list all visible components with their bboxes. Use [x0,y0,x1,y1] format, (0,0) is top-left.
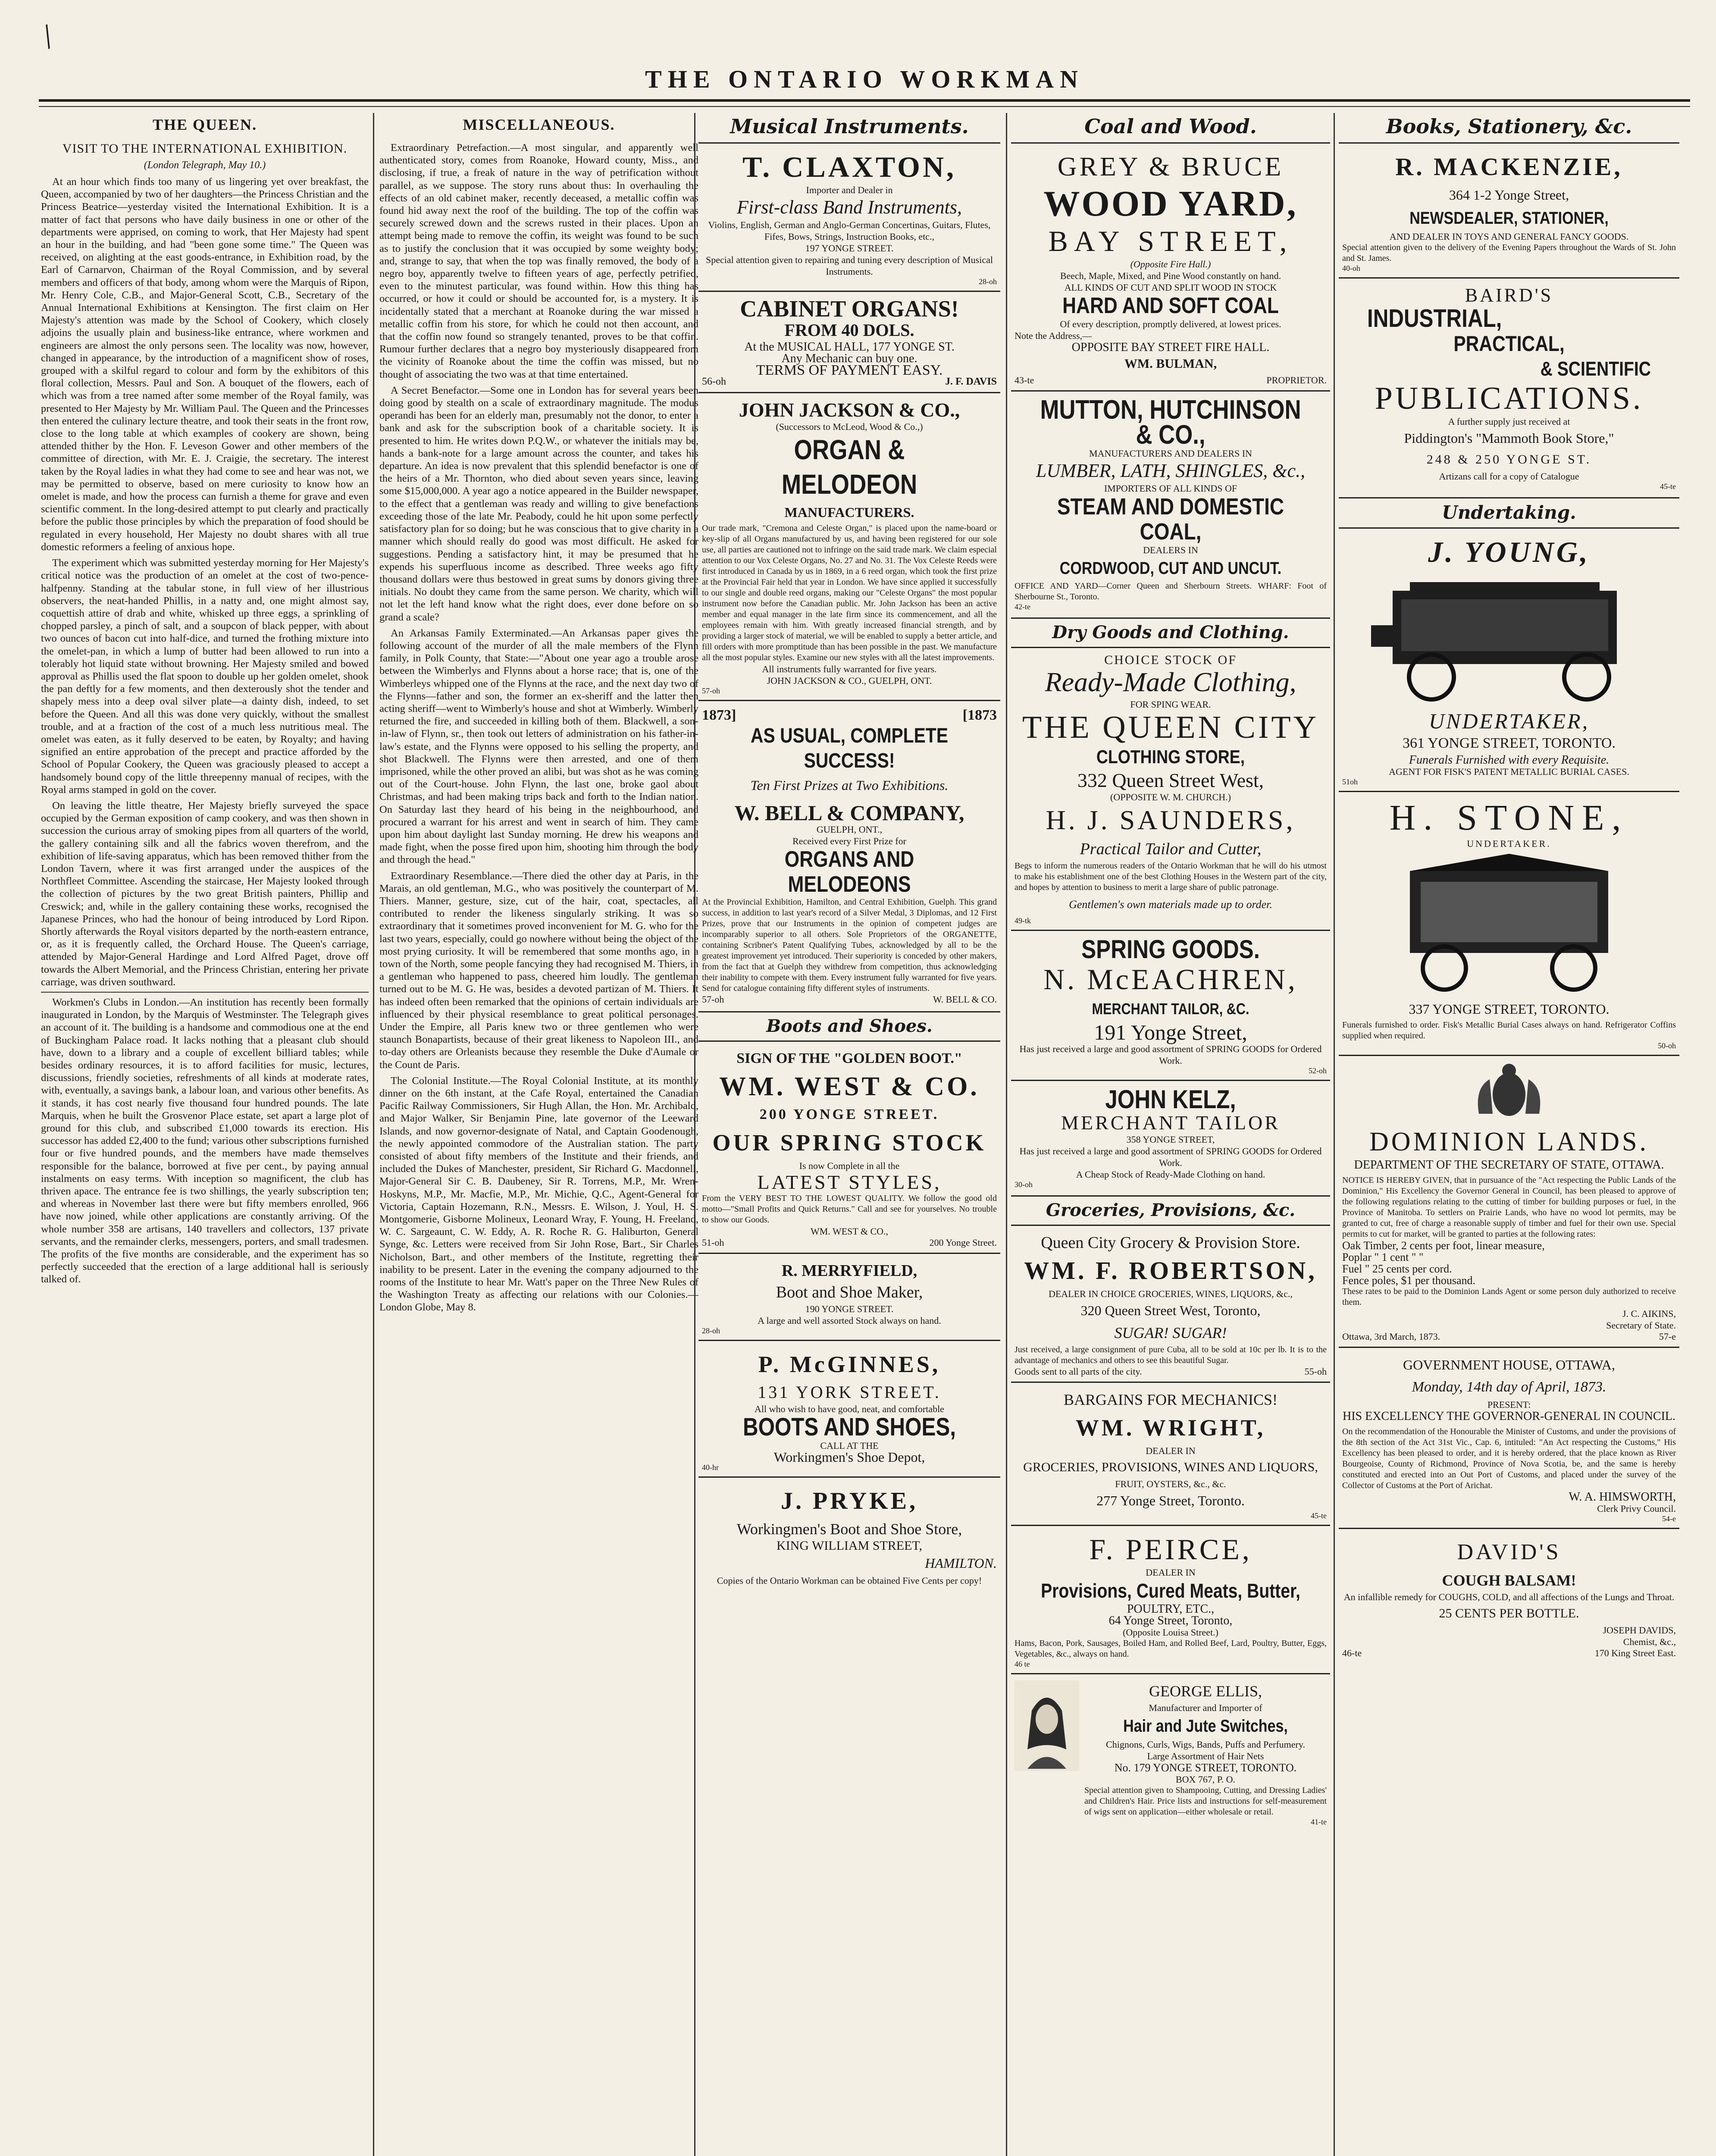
ad-headline: HARD AND SOFT COAL [1062,293,1279,318]
ad-line: A Cheap Stock of Ready-Made Clothing on hand. [1076,1169,1265,1180]
ad-line: Ottawa, 3rd March, 1873. [1342,1331,1440,1342]
column-divider [373,113,374,2156]
masthead-title: THE ONTARIO WORKMAN [645,65,1084,93]
article-paragraph: Extraordinary Petrefaction.—A most singular, and apparently well authenticated story, comes from Roanoke, Howard county, Miss., and disclosing, if true, a freak of nature in the way of petrification without parallel, as we suppose. The story runs about thus: In overhauling the effects of an old cabinet maker, recently deceased, a metallic coffin was found hid away next the roof of the building. The top of the coffin was securely screwed down and the screws rusted in their places. Upon an attempt being made to remove the coffin, its weight was found to be such as to justify the conclusion that it was occupied by some weighty body; and, strange to say, that when the top was finally removed, the body of a negro boy, apparently twelve to fifteen years of age, perfectly petrified, even to the minutest particular, was found within. How this thing has occurred, or how it could or should be accounted for, is a mystery. It is incidentally stated that a merchant at Roanoke during the war missed a metallic coffin from his store, for which he could not then account, and that the coffin now found so strangely tenanted, proves to be that coffin. Rumour further declares that a negro boy mysteriously disappeared from the vicinity of Roanoke about the time the coffin was missed, but no thought of associating the two was at that time entertained. [379,142,698,380]
ad-line: Large Assortment of Hair Nets [1147,1751,1264,1761]
ad-name: WM. F. ROBERTSON, [1024,1257,1317,1285]
ad-queen-city-clothing [1011,647,1330,930]
ad-h-stone [1339,791,1679,1055]
ad-line: MANUFACTURERS AND DEALERS IN [1089,448,1252,459]
ad-body: Special attention given to Shampooing, Cutting, and Dressing Ladies' and Children's Hair. Price lists and instructions for self-measurement of wigs sent on application—either wholesale or retail. [1084,1786,1327,1817]
ad-line: 248 & 250 YONGE ST. [1426,452,1592,467]
ad-line: Received every First Prize for [792,836,906,846]
carriage-illustration [1342,854,1676,992]
article-paragraph: Extraordinary Resemblance.—There died the other day at Paris, in the Marais, an old gentleman, M.G., who was positively the counterpart of M. Thiers. Manner, gesture, size, cut of the hair, coat, spectacles, all contributed to render the likeness singularly striking. It was so extraordinary that it sometimes proved inconvenient for M. G. who for the last two years, especially, could go nowhere without being the object of the most prying curiosity. It will be remembered that some months ago, in a town of the North, some people fancying they had recognised M. Thiers, in a gentleman who happened to pass, cheered him loudly. The gentleman turned out to be M. G. He was, besides a devoted partizan of M. Thiers. It has indeed often been remarked that the opinions of certain individuals are influenced by their physical resemblance to great political personages. Under the Empire, all Paris knew two or three gentlemen who were staunch Bonapartists, because of their great likeness to Napoleon III., and to-day others are Orleanists because they resemble the Duke d'Aumale or the Count de Paris. [379,870,698,1071]
ad-name: GREY & BRUCE [1057,152,1284,182]
ad-headline: STEAM AND DOMESTIC COAL, [1057,494,1284,545]
ad-line: AGENT FOR FISK'S PATENT METALLIC BURIAL CASES. [1389,766,1629,777]
ad-name: R. MACKENZIE, [1395,153,1623,181]
ad-line: A further supply just received at [1448,416,1570,427]
ad-code: 28-oh [702,1326,720,1335]
ad-line: DEALER IN [1146,1567,1196,1578]
ad-signature: WM. BULMAN, [1124,357,1217,371]
ad-george-ellis [1011,1673,1330,1831]
ad-line: Copies of the Ontario Workman can be obtained Five Cents per copy! [717,1575,982,1586]
ad-line: Note the Address,— [1015,330,1092,341]
ad-body: OFFICE AND YARD—Corner Queen and Sherbourn Streets. WHARF: Foot of Sherbourne St., Toronto. [1015,581,1327,602]
ad-line: Goods sent to all parts of the city. [1015,1366,1142,1377]
ad-line: SIGN OF THE "GOLDEN BOOT." [736,1050,962,1066]
article-paragraph: Workmen's Clubs in London.—An institution has recently been formally inaugurated in London, by the Marquis of Westminster. The Telegraph gives an account of it. The building is a handsome and commodious one at the end of Buckingham Palace road. It lacks nothing that a pleasant club should have, down to a library and a couple of excellent billiard tables; while besides ordinary resources, it is to afford facilities for music, lectures, discussions, friendly societies, refreshments of all kinds at moderate rates, with, eventually, a savings bank, a labour loan, and various other benefits. As it stands, it has cost nearly five thousand four hundred pounds. The late Marquis, when he built the Grosvenor Place estate, set apart a large plot of ground for this club, and subscribed £1,000 towards its erection. His successor has added £2,400 to the fund; various other subscriptions furnished four or five hundred pounds, and the members have made themselves responsible for the balance, borrowed at five per cent., by paying annual instalments on easy terms. With inception so magnificent, the club has thriven apace. The entrance fee is two shillings, the yearly subscription ten; and whereas in November last there were but fifty members enrolled, 966 have now joined, while other applications are constantly arriving. Of the whole number 358 are artisans, 140 travellers and collectors, 137 private servants, and the remainder clerks, messengers, porters, and small tradesmen. The profits of the five months are considerable, and the experiment has so perfectly succeeded that the erection of a large additional hall is seriously talked of. [41,997,369,1285]
ad-code: 57-oh [702,994,724,1005]
ad-line: Chignons, Curls, Wigs, Bands, Puffs and Perfumery. [1106,1739,1305,1750]
ad-wm-west [698,1040,1000,1253]
ad-cabinet-organs [698,291,1000,392]
section-heading: Musical Instruments. [730,115,969,138]
ad-line: MERCHANT TAILOR, &C. [1092,1000,1249,1018]
ad-line: Monday, 14th day of April, 1873. [1412,1379,1606,1395]
article-paragraph: The Colonial Institute.—The Royal Colonial Institute, at its monthly dinner on the 6th instant, at the Cafe Royal, entertained the Canadian Pacific Railway Commissioners, Sir Hugh Allan, the Hon. Mr. Archibald, and Major Walker, Sir Benjamin Pine, late governor of the Leeward Islands, and now governor-designate of Natal, and Captain Goodenough, the newly appointed commodore of the Australian station. The party consisted of about fifty members of the Institute and their friends, and included the Dukes of Manchester, president, Sir Richard G. Macdonnell, Major-General Sir C. B. Daubeney, Sir R. Torrens, M.P., Mr. Wren-Hoskyns, M.P., Mr. Macfie, M.P., Mr. Michie, Q.C., Agent-General for Victoria, Captain Hozemann, R.N., Messrs. E. Wilson, J. Youl, H. S. Montgomerie, Gisborne Molineux, Leonard Wray, F. Young, H. Freeland, W. C. Sargeaunt, C. W. Eddy, A. R. Roche R. G. Haliburton, General Synge, &c. Letters were received from Sir John Rose, Bart., Sir Charles Nicholson, Bart., and other members of the Institute, regretting their inability to be present. Later in the evening the company adjourned to the rooms of the Institute to hear Mr. Watt's paper on the Three New Rules of the Washington Treaty as affecting our relations with our Colonies.—London Globe, May 8. [379,1075,698,1313]
ad-line: Artizans call for a copy of Catalogue [1439,471,1579,482]
ad-name: H. STONE, [1389,798,1629,838]
ad-line: PRESENT: [1487,1399,1531,1410]
ad-line: DEALER IN [1146,1445,1196,1456]
ad-year: 1873] [702,707,736,723]
ad-headline: DOMINION LANDS. [1369,1127,1649,1156]
article-paragraph: On leaving the little theatre, Her Majesty briefly surveyed the space occupied by the German exposition of camp cookery, and was then shown in succession the curious array of smoking pipes from all quarters of the world, the gallery containing silk and all the fabrics woven therefrom, and the exhibition of life-saving apparatus, which has been removed thither from the London Tavern, where it was first arranged under the auspices of the Northfleet Committee. Ascending the staircase, Her Majesty looked through the collection of pictures by the two great British painters, Phillip and Creswick; and, while in the gallery containing these works, recognised the Japanese Princes, who had the honour of being introduced by Lord Ripon. Shortly afterwards the Royal visitors departed by the north-eastern entrance, or, as it is frequently called, the Orchard House. The Queen's carriage, attended by Major-General Hardinge and Lord Alfred Paget, drove off towards the Albert Memorial, and the Princess Christian, entering her private carriage, was driven southward. [41,799,369,988]
ad-code: 56-oh [702,376,726,387]
ad-grey-bruce [1011,142,1330,390]
ad-name: JOHN JACKSON & CO., [739,399,960,421]
ad-code: 49-tk [1015,916,1031,925]
ad-line: Of every description, promptly delivered, at lowest prices. [1060,319,1281,329]
notice-government-house [1339,1347,1679,1528]
ad-code: 40-hr [702,1463,719,1472]
ad-headline: AS USUAL, COMPLETE SUCCESS! [751,724,948,772]
ad-line: 197 YONGE STREET. [805,243,894,254]
article-paragraph: A Secret Benefactor.—Some one in London has for several years been doing good by stealth on a scale of extraordinary magnitude. The modus operandi has been for an elderly man, presumably not the donor, to enter a bank and ask for the subscription book of a charitable society. It is presented to him. He writes down P.Q.W., or whatever the initials may be, hands a bank-note for a large amount across the counter, and takes his departure. An idea is now prevalent that this splendid benefactor is one of the heirs of a Mr. Thornton, who died about seven years since, leaving some $15,000,000. A year ago a notice appeared in the Builder newspaper, to the effect that a gentleman was ready and willing to give benefactions exceeding those of the late Mr. Peabody, could he hit upon some perfectly satisfactory plan for so doing; but he was conscious that to give charity in a manner which should really do good was most difficult. He asked for suggestions. Pending a satisfactory hint, it may be presumed that he expends his superfluous income as described. Three weeks ago fifty thousand dollars were thus bestowed in great sums by donors giving three initials. No doubt they came from the same person. We charity, which will not let the left hand know what the right does, ever done before on so grand a scale? [379,384,698,623]
ad-robertson [1011,1225,1330,1382]
ad-code: 51oh [1342,777,1358,786]
article-paragraph: An Arkansas Family Exterminated.—An Arkansas paper gives the following account of the murder of all the male members of the Flynn family, in Polk County, that State:—"About one year ago a trouble arose between the Wimberlys and Flynns about a horse race; that is, one of the Wimberleys whipped one of the Flynns at the race, and the next day two of the Flynns—father and son, the former an ex-sheriff and the latter then acting sheriff—went to Wimberly's house and shot at Wimberly. Wimberly returned the fire, and succeeded in killing both of them. Blackwell, a son-in-law of Flynn, sr., then took out letters of administration on his father-in-law's estate, and the Flynns were opposed to his selling the property, and shot Blackwell. The Flynns were then arrested, and one of them imprisoned, while the other proved an alibi, but was shot as he was coming out of the Court-house. John Flynn, the last one, broke gaol about Christmas, and had been making trips back and forth to the Indian nation. On Saturday last they heard of his being in the neighbourhood, and procured a warrant for his arrest and went in search of him. They came upon him about daylight last Sunday morning. He drew his weapons and made fight, when the posse fired upon him, shooting him through the body and through the head." [379,627,698,866]
ad-line: All who wish to have good, neat, and comfortable [755,1404,944,1414]
ad-signature: WM. WEST & CO., [810,1226,889,1237]
ad-merryfield [698,1253,1000,1340]
ad-line: FOR SPING WEAR. [1130,699,1211,710]
ad-line: Clerk Privy Council. [1597,1503,1676,1514]
ad-line: Any Mechanic can buy one. [781,352,917,365]
ad-line: 200 Yonge Street. [929,1237,997,1248]
ad-body: From the VERY BEST TO THE LOWEST QUALITY. We follow the good old motto—"Small Profits and Quick Returns." Call and see for yourselves. No trouble to show our Goods. [702,1194,997,1225]
ad-signature: JOHN JACKSON & CO., GUELPH, ONT. [767,675,932,686]
ad-name: JOHN KELZ, [1105,1085,1236,1114]
section-heading: Dry Goods and Clothing. [1011,617,1330,642]
ad-line: OPPOSITE BAY STREET FIRE HALL. [1071,341,1270,354]
article-paragraph: The experiment which was submitted yesterday morning for Her Majesty's critical notice was the production of an omelet at the cost of two-pence-halfpenny. Standing at the tabular stone, in full view of her illustrious observers, the neat-handed Phillis, in a natty and, one might almost say, coquettish attire of drab and white, whisked up three eggs, a sprinkling of chopped parsley, a pinch of salt, and a soupcon of black pepper, with about two ounces of bacon cut into half-dice, and turned the frothing mixture into the omelet-pan, in which a lump of butter had been allowed to run into a tolerably hot liquid state without browning. Her Majesty smiled and bowed approval as Phillis used the flat spoon to double up her golden omelet, shook the pan deftly for a few moments, and then dexterously shot the tender and shapely mess into a deep oval silver plate—a dainty dish, indeed, to set before the Queen. And all this was done very quickly, without the smallest trouble, and at a fraction of the cost of a much less nutritious meal. The omelet was eaten, as it fully deserved to be eaten, by Royalty; and having signified an entire approbation of the precept and practice afforded by the School of Popular Cookery, the Queen was graciously pleased to accept a handsomely bound copy of the little threepenny manual of recipes, with the Royal arms stamped in gold on the cover. [41,557,369,796]
section-heading: Groceries, Provisions, &c. [1011,1195,1330,1220]
ad-john-kelz [1011,1080,1330,1194]
ad-code: 41-te [1311,1818,1327,1826]
ad-headline: CORDWOOD, CUT AND UNCUT. [1059,559,1282,578]
ad-line: BARGAINS FOR MECHANICS! [1063,1391,1278,1408]
ad-line: (Opposite Louisa Street.) [1123,1627,1218,1638]
ad-code: 30-oh [1015,1180,1033,1189]
ad-line: First-class Band Instruments, [737,197,962,218]
ad-line: Workingmen's Boot and Shoe Store, [736,1520,962,1538]
ad-john-jackson [698,392,1000,700]
ad-code: 45-te [1311,1511,1327,1520]
ad-code: 46-te [1342,1648,1362,1658]
ad-line: Importer and Dealer in [806,185,893,195]
ad-line: A large and well assorted Stock always on hand. [758,1315,941,1326]
ad-line: GROCERIES, PROVISIONS, WINES AND LIQUORS, [1023,1460,1318,1474]
ad-line: Ten First Prizes at Two Exhibitions. [750,777,949,793]
ad-line: No. 179 YONGE STREET, TORONTO. [1114,1761,1297,1774]
ad-body: Our trade mark, "Cremona and Celeste Organ," is placed upon the name-board or key-slip of all Organs manufactured by us, and having been registered for our sole use, all parties are cautioned not to infringe on the said trade mark. We claim especial attention to our Vox Celeste Organs, No. 27 and No. 31. The Vox Celeste Reeds were first introduced in Canada by us in 1869, in a 6 reed organ, which took the first prize at the Provincial Fair held that year in London. We have since applied it successfully to our single and double reed organs, making our "Celeste Organs" the most popular instrument now before the Canadian public. Mr. John Jackson has been an active member and equal manager in the late firm since its commencement, and all the employees remain with him. With greatly increased financial strength, and by providing a larger stock of material, we will be enabled to supply a better article, and fill orders with more promptitude than has been possible in the past. We manufacture all the most popular styles. Examine our new styles with all the latest improvements. [702,523,997,662]
ad-line: Has just received a large and good assortment of SPRING GOODS for Ordered Work. [1019,1146,1322,1168]
ad-signature: J. F. DAVIS [945,376,997,387]
ad-code: 57-oh [702,686,720,695]
column-musical-instruments [698,113,1000,2156]
ad-line: 361 YONGE STREET, TORONTO. [1403,735,1616,751]
ad-line: (Successors to McLeod, Wood & Co.,) [776,421,923,432]
section-heading: Books, Stationery, &c. [1386,115,1632,138]
ad-code: 54-e [1662,1514,1676,1523]
ad-line: (Opposite Fire Hall.) [1130,259,1211,270]
column-divider [1006,113,1007,2156]
lady-portrait-illustration [1015,1680,1079,1771]
column-coal-wood [1011,113,1330,2156]
ad-headline: Hair and Jute Switches, [1123,1717,1288,1736]
ad-line: 170 King Street East. [1594,1648,1676,1658]
ad-name: CABINET ORGANS! [740,296,959,322]
ad-line: 364 1-2 Yonge Street, [1449,187,1569,203]
ad-line: KING WILLIAM STREET, [777,1539,922,1553]
section-heading: Undertaking. [1339,497,1679,523]
ad-line: CLOTHING STORE, [1096,746,1245,768]
ad-line: At the MUSICAL HALL, 177 YONGE ST. [744,340,955,354]
ad-line: (OPPOSITE W. M. CHURCH.) [1110,792,1231,802]
ad-pryke [698,1476,1000,1591]
ad-headline: & SCIENTIFIC [1540,357,1651,380]
ad-headline: LUMBER, LATH, SHINGLES, &c., [1036,460,1306,481]
column-books-stationery [1339,113,1679,2156]
ad-line: AND DEALER IN TOYS AND GENERAL FANCY GOODS. [1389,231,1629,242]
ad-f-peirce [1011,1525,1330,1673]
ad-body: NOTICE IS HEREBY GIVEN, that in pursuance of the "Act respecting the Public Lands of the Dominion," His Excellency the Governor General in Council, has been pleased to approve of the following regulations relating to the cutting of timber for building purposes or fuel, in the Province of Manitoba. To settlers on Prairie Lands, who have no wood lot permits, may be granted to cut, free of charge a reasonable supply of timber and fuel for their own use. Special permits to cut for market, will be granted to parties at the following rates: [1342,1175,1676,1239]
ad-headline: ORGANS AND MELODEONS [784,847,914,897]
ad-code: 42-te [1015,602,1030,611]
ad-line: Queen City Grocery & Provision Store. [1041,1234,1300,1252]
article-source: (London Telegraph, May 10.) [144,160,266,171]
ad-signature: W. BELL & CO. [933,994,997,1005]
ad-name: W. BELL & COMPANY, [734,801,964,825]
ad-claxton [698,142,1000,291]
ad-body: At the Provincial Exhibition, Hamilton, and Central Exhibition, Guelph. This grand success, in addition to last year's record of a Silver Medal, 3 Diplomas, and 12 First Prizes, prove that our Instruments in the opinion of competent judges are incomparably superior to all others. Sole Proprietors of the ORGANETTE, containing Scribner's Patent Qualifying Tubes, acknowledged by all to be the greatest improvement yet introduced. Their superiority is conceded by other makers, from the fact that at Guelph they withdrew from competition, thus acknowledging their inability to compete with them. Every instrument fully warranted for five years. Send for catalogue containing fifty different styles of instruments. [702,897,997,993]
ad-mceachren [1011,930,1330,1080]
ad-name: MUTTON, HUTCHINSON & CO., [1040,395,1301,450]
ad-body: Funerals furnished to order. Fisk's Metallic Burial Cases always on hand. Refrigerator Coffins supplied when required. [1342,1020,1676,1040]
ad-body: On the recommendation of the Honourable the Minister of Customs, and under the provisions of the 8th section of the Act 31st Vic., Cap. 6, intituled: "An Act respecting the Customs," His Excellency has been pleased to order, and it is hereby ordered, that the place known as River Bourgeoise, County of Richmond, Province of Nova Scotia, be, and the same is hereby constituted and erected into an Out Port of Customs, and placed under the survey of the Collector of Customs at the Port of Arichat. [1342,1427,1676,1490]
section-heading: MISCELLANEOUS. [463,116,615,133]
ad-line: Gentlemen's own materials made up to order. [1069,898,1272,911]
ad-j-young [1339,527,1679,791]
ad-mackenzie [1339,142,1679,277]
ad-code: 46 te [1015,1660,1030,1668]
divider [41,992,369,993]
ad-name: GEORGE ELLIS, [1149,1683,1262,1700]
ad-line: BOX 767, P. O. [1175,1774,1236,1785]
column-divider [1334,113,1335,2156]
royal-arms-emblem [1466,1062,1552,1122]
ad-line: Practical Tailor and Cutter, [1080,840,1262,858]
ad-line: All instruments fully warranted for five years. [762,664,937,674]
ad-headline: WOOD YARD, [1043,184,1298,224]
ad-line: UNDERTAKER. [1467,838,1551,849]
ad-headline: PRACTICAL, [1453,332,1565,356]
ad-line: ALL KINDS OF CUT AND SPLIT WOOD IN STOCK [1064,282,1277,293]
ad-line: MERCHANT TAILOR [1061,1112,1280,1134]
ad-code: 43-te [1015,375,1034,385]
ad-year: [1873 [962,707,997,723]
page-corner-mark: / [35,17,60,56]
ad-line: Secretary of State. [1606,1320,1676,1331]
ad-name: J. PRYKE, [780,1488,918,1514]
section-heading: THE QUEEN. [152,116,257,133]
section-heading: Boots and Shoes. [698,1011,1000,1036]
ad-headline: Ready-Made Clothing, [1045,667,1296,697]
ad-headline: BOOTS AND SHOES, [743,1413,956,1441]
ad-line: 358 YONGE STREET, [1126,1134,1215,1145]
ad-line: 277 Yonge Street, Toronto. [1096,1493,1245,1508]
ad-body: Just received, a large consignment of pure Cuba, all to be sold at 10c per lb. It is to the advantage of mechanics and others to see this beautiful Sugar. [1015,1345,1327,1365]
ad-line: PROPRIETOR. [1266,375,1327,385]
hearse-illustration [1342,573,1676,703]
ad-name: H. J. SAUNDERS, [1046,805,1296,835]
ad-code: 52-oh [1309,1066,1327,1075]
ad-line: FRUIT, OYSTERS, &c., &c. [1115,1479,1226,1489]
ad-line: Boot and Shoe Maker, [776,1283,923,1301]
ad-mcginnes [698,1340,1000,1476]
masthead-rule [39,99,1690,107]
ad-line: Beech, Maple, Mixed, and Pine Wood constantly on hand. [1060,270,1281,281]
ad-w-bell [698,700,1000,1009]
article-paragraph: At an hour which finds too many of us lingering yet over breakfast, the Queen, accompanied by two of her daughters—the Princess Christian and the Princess Beatrice—yesterday visited the International Exhibition. It is a matter of fact that persons who have daily business in one or other of the departments were apprised, on coming to work, that Her Majesty had spent an hour in the building, and had "been gone some time." The Queen was received, on alighting at the east goods-entrance, in Exhibition road, by the Earl of Carnarvon, Chairman of the Royal Commission, and by several members and officers of that body, among whom were the Marquis of Ripon, Mr. Henry Cole, C.B., and Major-General Scott, C.B., Secretary of the Annual International Exhibitions at Kensington. The first claim on Her Majesty's attention was made by the School of Cookery, which closely adjoins the usually plain and business-like entrance, where workmen and engineers are almost the only persons seen. The locality was now, however, changed in appearance, by the introduction of a magnificent show of roses, grouped with a skilful regard to colour and form by the exhibitors of this floral collection, Messrs. Paul and Son. A bouquet of the flowers, each of which was from a tree named after some member of the Royal family, was presented to Her Majesty by Mr. William Paul. The Queen and the Princesses then entered the culinary lecture theatre, and took their seats in the front row, close to the long table at which examples of cookery are shown, being attended thither by the Hon. F. Leveson Gower and other members of the committee of direction, with Mr. E. J. Craigie, the secretary. The interest taken by the Royal ladies in what they had come to see and hear was not, we may be permitted to observe, based on mere curiosity to know how an omelet is made, and how the process can furnish a theme for grave and even scientific comment. In the long-desired attempt to put clearly and practically before the public those principles by which the preparation of food should be regulated in every household, Her Majesty no doubt shares with all true domestic reformers a feeling of anxious hope. [41,176,369,553]
rate-line: Oak Timber, 2 cents per foot, linear measure, [1342,1239,1545,1252]
ad-line: DEALER IN CHOICE GROCERIES, WINES, LIQUORS, &c., [1048,1288,1293,1299]
ad-body: Begs to inform the numerous readers of the Ontario Workman that he will do his utmost to make his establishment one of the best Clothing Houses in the Western part of the city, and hopes by attention to business to merit a large share of public patronage. [1015,861,1327,892]
ad-line: 25 CENTS PER BOTTLE. [1439,1606,1579,1620]
ad-line: DEPARTMENT OF THE SECRETARY OF STATE, OTTAWA. [1354,1158,1664,1172]
ad-davids-cough-balsam [1339,1528,1679,1663]
column-queen [41,113,369,2156]
ad-name: WM. WEST & CO. [719,1072,980,1101]
ad-headline: THE QUEEN CITY [1022,710,1319,745]
ad-line: Workingmen's Shoe Depot, [773,1449,925,1465]
ad-signature: J. C. AIKINS, [1622,1308,1676,1319]
ad-body: Hams, Bacon, Pork, Sausages, Boiled Ham, and Rolled Beef, Lard, Poultry, Butter, Eggs, Vegetables, &c., always on hand. [1015,1639,1327,1659]
ad-line: 131 YORK STREET. [758,1382,941,1402]
ad-code: 40-oh [1342,264,1360,273]
ad-line: CALL AT THE [820,1440,879,1451]
ad-wm-wright [1011,1382,1330,1525]
ad-line: Funerals Furnished with every Requisite. [1409,753,1610,767]
ad-headline: GOVERNMENT HOUSE, OTTAWA, [1403,1357,1616,1373]
ad-name: R. MERRYFIELD, [781,1262,917,1280]
ad-name: DAVID'S [1457,1540,1561,1564]
rate-line: Poplar " 1 cent " " [1342,1251,1424,1263]
ad-line: Piddington's "Mammoth Book Store," [1404,430,1614,446]
ad-line: HIS EXCELLENCY THE GOVERNOR-GENERAL IN COUNCIL. [1342,1410,1675,1423]
ad-line: 320 Queen Street West, Toronto, [1080,1303,1261,1318]
ad-line: 332 Queen Street West, [1077,769,1264,791]
ad-headline: SUGAR! SUGAR! [1114,1324,1227,1341]
ad-line: TERMS OF PAYMENT EASY. [756,362,943,378]
ad-name: F. PEIRCE, [1089,1533,1252,1566]
ad-name: WM. WRIGHT, [1075,1415,1266,1441]
ad-headline: LATEST STYLES, [757,1171,942,1193]
ad-line: 64 Yonge Street, Toronto, [1109,1614,1233,1627]
ad-headline: NEWSDEALER, STATIONER, [1409,209,1609,228]
column-miscellaneous [379,113,698,2156]
notice-dominion-lands [1339,1055,1679,1347]
ad-headline: ORGAN & MELODEON [781,434,917,500]
ad-line: DEALERS IN [1143,545,1198,555]
ad-headline: COUGH BALSAM! [1442,1572,1576,1589]
section-heading: Coal and Wood. [1084,115,1257,138]
ad-headline: INDUSTRIAL, [1367,304,1502,332]
ad-line: POULTRY, ETC., [1127,1602,1215,1616]
ad-signature: JOSEPH DAVIDS, [1603,1625,1676,1636]
ad-headline: PUBLICATIONS. [1375,381,1644,416]
ad-line: 200 YONGE STREET. [759,1106,939,1122]
ad-body: Special attention given to the delivery of the Evening Papers throughout the Wards of St. John and St. James. [1342,243,1676,263]
ad-headline: OUR SPRING STOCK [712,1130,986,1156]
ad-code: 51-oh [702,1237,724,1248]
rate-line: Fuel " 25 cents per cord. [1342,1263,1452,1275]
ad-line: FROM 40 DOLS. [784,320,914,340]
ad-line: Violins, English, German and Anglo-German Concertinas, Guitars, Flutes, Fifes, Bows, Strings, Instruction Books, etc., [708,219,991,242]
ad-body: These rates to be paid to the Dominion Lands Agent or some person duly authorized to receive them. [1342,1287,1676,1307]
ad-headline: Provisions, Cured Meats, Butter, [1041,1579,1300,1602]
ad-code: 50-oh [1658,1041,1676,1050]
ad-bairds-publications [1339,277,1679,495]
ad-line: Special attention given to repairing and tuning every description of Musical Instruments. [706,254,993,277]
ad-line: Has just received a large and good assortment of SPRING GOODS for Ordered Work. [1019,1044,1322,1066]
ad-line: Is now Complete in all the [799,1160,900,1171]
ad-name: N. McEACHREN, [1043,963,1298,996]
ad-line: IMPORTERS OF ALL KINDS OF [1104,483,1237,494]
ad-line: CHOICE STOCK OF [1104,653,1237,667]
ad-line: Manufacturer and Importer of [1149,1702,1262,1713]
ad-code: 57-e [1659,1331,1676,1342]
article-title: VISIT TO THE INTERNATIONAL EXHIBITION. [62,141,348,156]
ad-line: An infallible remedy for COUGHS, COLD, and all affections of the Lungs and Throat. [1343,1592,1675,1602]
ad-line: BAY STREET, [1048,225,1293,257]
ad-line: BAIRD'S [1465,285,1553,306]
ad-line: MANUFACTURERS. [784,505,914,520]
ad-line: HAMILTON. [925,1555,997,1571]
ad-mutton-hutchinson [1011,390,1330,616]
ad-headline: SPRING GOODS. [1081,935,1260,964]
ad-name: T. CLAXTON, [742,150,957,183]
ad-line: Chemist, &c., [1623,1636,1676,1647]
ad-signature: W. A. HIMSWORTH, [1569,1490,1676,1504]
ad-code: 55-oh [1304,1366,1327,1377]
ad-line: 337 YONGE STREET, TORONTO. [1409,1001,1610,1017]
ad-headline: UNDERTAKER, [1428,709,1590,733]
ad-line: GUELPH, ONT., [816,824,883,835]
ad-name: J. YOUNG, [1428,536,1590,568]
ad-line: 191 Yonge Street, [1094,1020,1247,1044]
ad-name: P. McGINNES, [758,1351,941,1377]
ad-code: 28-oh [979,277,997,286]
rate-line: Fence poles, $1 per thousand. [1342,1274,1476,1287]
ad-code: 45-te [1660,482,1676,491]
ad-line: 190 YONGE STREET. [805,1304,894,1314]
